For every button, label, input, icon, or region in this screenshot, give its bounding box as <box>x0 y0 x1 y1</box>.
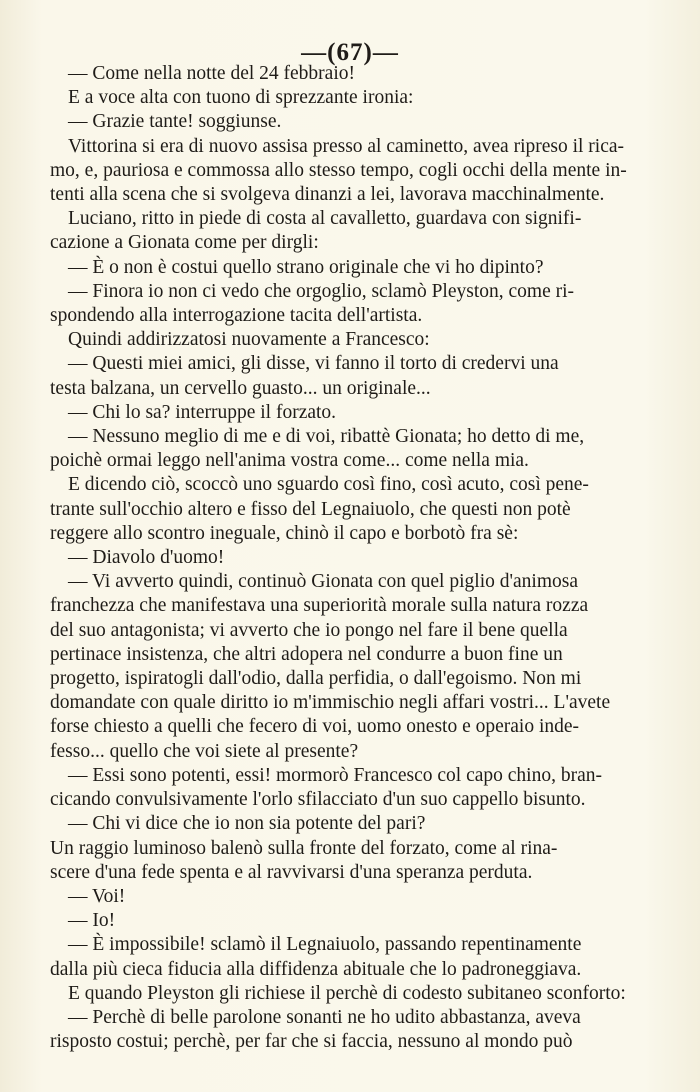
text-line: — Vi avverto quindi, continuò Gionata con quel piglio d'animosa <box>68 571 578 593</box>
text-line: Quindi addirizzatosi nuovamente a Francesco: <box>68 329 430 351</box>
text-line: E quando Pleyston gli richiese il perchè di codesto subitaneo sconforto: <box>68 982 626 1004</box>
text-line: trante sull'occhio altero e fisso del Legnaiuolo, che questi non potè <box>50 498 571 520</box>
text-line: spondendo alla interrogazione tacita dell'artista. <box>50 305 423 327</box>
text-line: fesso... quello che voi siete al presente? <box>50 740 359 762</box>
text-line: — Chi lo sa? interruppe il forzato. <box>68 401 337 423</box>
text-line: cicando convulsivamente l'orlo sfilacciato d'un suo cappello bisunto. <box>50 789 586 811</box>
text-line: — Diavolo d'uomo! <box>68 547 225 569</box>
text-line: — Io! <box>68 910 116 932</box>
text-line: poichè ormai leggo nell'anima vostra come... come nella mia. <box>50 450 529 472</box>
text-line: testa balzana, un cervello guasto... un originale... <box>50 377 431 399</box>
text-line: forse chiesto a quelli che fecero di voi, uomo onesto e operaio inde- <box>50 716 580 738</box>
text-line: — Voi! <box>68 885 126 907</box>
text-line: E dicendo ciò, scoccò uno sguardo così fino, così acuto, così pene- <box>68 474 589 496</box>
text-line: tenti alla scena che si svolgeva dinanzi a lei, lavorava macchinalmente. <box>50 184 605 206</box>
text-line: — È impossibile! sclamò il Legnaiuolo, passando repentinamente <box>68 934 582 956</box>
text-line: reggere allo scontro ineguale, chinò il capo e borbotò fra sè: <box>50 522 519 544</box>
text-line: — Questi miei amici, gli disse, vi fanno il torto di credervi una <box>68 353 559 375</box>
text-line: — Come nella notte del 24 febbraio! <box>68 63 355 84</box>
text-line: Un raggio luminoso balenò sulla fronte del forzato, come al rina- <box>50 837 558 859</box>
text-line: progetto, ispiratogli dall'odio, dalla perfidia, o dall'egoismo. Non mi <box>50 668 582 690</box>
page-number: —(67)— <box>301 39 399 66</box>
text-line: pertinace insistenza, che altri adopera nel condurre a buon fine un <box>50 643 563 665</box>
text-line: Vittorina si era di nuovo assisa presso al caminetto, avea ripreso il rica- <box>68 135 625 157</box>
text-line: franchezza che manifestava una superiorità morale sulla natura rozza <box>50 595 589 617</box>
text-line: — Finora io non ci vedo che orgoglio, sclamò Pleyston, come ri- <box>68 280 575 302</box>
text-line: E a voce alta con tuono di sprezzante ironia: <box>68 87 414 109</box>
text-line: dalla più cieca fiducia alla diffidenza abituale che lo padroneggiava. <box>50 958 582 980</box>
text-line: — Chi vi dice che io non sia potente del pari? <box>68 813 426 835</box>
text-line: — Essi sono potenti, essi! mormorò Francesco col capo chino, bran- <box>68 764 602 786</box>
text-line: scere d'una fede spenta e al ravvivarsi d'una speranza perduta. <box>50 861 533 883</box>
text-line: Luciano, ritto in piede di costa al cavalletto, guardava con signifi- <box>68 208 582 230</box>
text-line: — Perchè di belle parolone sonanti ne ho udito abbastanza, aveva <box>68 1006 581 1028</box>
text-line: del suo antagonista; vi avverto che io pongo nel fare il bene quella <box>50 619 568 641</box>
text-line: mo, e, pauriosa e commossa allo stesso tempo, cogli occhi della mente in- <box>50 159 627 181</box>
text-line: — È o non è costui quello strano originale che vi ho dipinto? <box>68 256 544 278</box>
text-line: risposto costui; perchè, per far che si faccia, nessuno al mondo può <box>50 1031 573 1053</box>
text-line: — Grazie tante! soggiunse. <box>68 111 282 133</box>
text-line: cazione a Gionata come per dirgli: <box>50 232 319 254</box>
page-text <box>50 62 628 1054</box>
text-line: — Nessuno meglio di me e di voi, ribattè Gionata; ho detto di me, <box>68 426 585 448</box>
text-line: domandate con quale diritto io m'immischio negli affari vostri... L'avete <box>50 692 611 714</box>
